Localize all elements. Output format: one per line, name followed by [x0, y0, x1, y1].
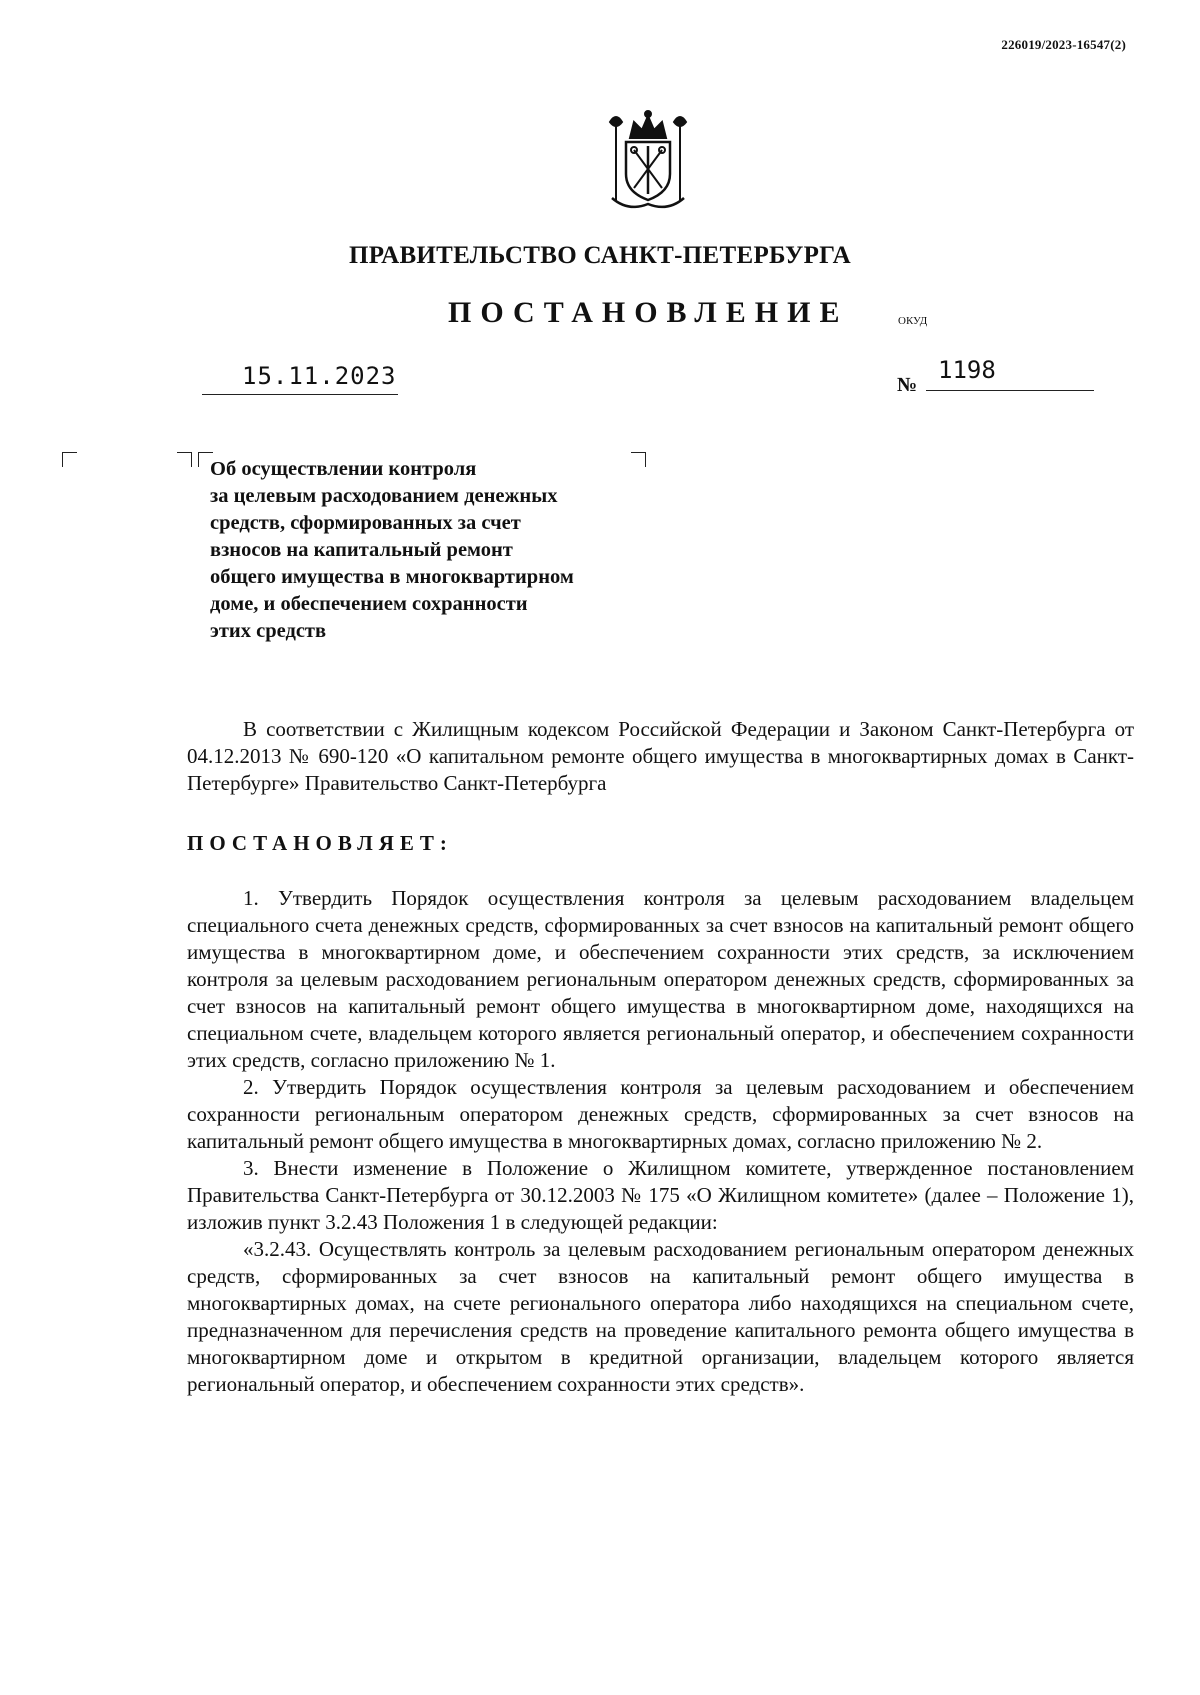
subject-line: доме, и обеспечением сохранности	[210, 593, 528, 615]
subject-line: средств, сформированных за счет	[210, 512, 521, 534]
resolution-item-3: 3. Внести изменение в Положение о Жилищном комитете, утвержденное постановлением Правительства Санкт-Петербурга от 30.12.2003 № 175 «О Жилищном комитете» (далее – Положение 1), изложив пункт 3.2.43 Положения 1 в следующей редакции:	[187, 1156, 1134, 1234]
number-sign: №	[897, 374, 918, 396]
preamble	[187, 716, 1134, 797]
document-subject	[210, 456, 670, 645]
government-title: ПРАВИТЕЛЬСТВО САНКТ-ПЕТЕРБУРГА	[348, 242, 852, 269]
resolution-item-3-quote: «3.2.43. Осуществлять контроль за целевым расходованием региональным оператором денежных средств, сформированных за счет взносов на капитальный ремонт общего имущества в многоквартирных домах, на счете регионального оператора либо находящихся на специальном счете, предназначенном для перечисления средств на проведение капитального ремонта общего имущества в многоквартирном доме и открытом в кредитной организации, владельцем которого является региональный оператор, и обеспечением сохранности этих средств».	[187, 1237, 1134, 1396]
subject-line: взносов на капитальный ремонт	[210, 539, 513, 561]
corner-mark-left	[62, 452, 77, 467]
subject-line: за целевым расходованием денежных	[210, 485, 558, 507]
corner-mark-subject-start	[177, 452, 192, 467]
document-type-heading: ПОСТАНОВЛЕНИЕ	[448, 296, 849, 329]
number-field	[926, 356, 1094, 391]
preamble-paragraph: В соответствии с Жилищным кодексом Российской Федерации и Законом Санкт-Петербурга от 04.12.2013 № 690-120 «О капитальном ремонте общего имущества в многоквартирных домах в Санкт-Петербурге» Правительство Санкт-Петербурга	[187, 717, 1134, 795]
document-number: 1198	[938, 356, 996, 384]
resolution-items	[187, 885, 1134, 1398]
okud-label: ОКУД	[898, 315, 928, 327]
coat-of-arms-emblem	[598, 108, 698, 212]
resolution-item-1: 1. Утвердить Порядок осуществления контроля за целевым расходованием владельцем специального счета денежных средств, сформированных за счет взносов на капитальный ремонт общего имущества в многоквартирном доме, и обеспечением сохранности этих средств, за исключением контроля за целевым расходованием региональным оператором денежных средств, сформированных за счет взносов на капитальный ремонт общего имущества в многоквартирном доме, находящихся на специальном счете, владельцем которого является региональный оператор, и обеспечением сохранности этих средств, согласно приложению № 1.	[187, 886, 1134, 1072]
subject-line: общего имущества в многоквартирном	[210, 566, 574, 588]
document-date: 15.11.2023	[242, 362, 397, 390]
resolves-heading: ПОСТАНОВЛЯЕТ:	[187, 831, 453, 855]
resolution-item-2: 2. Утвердить Порядок осуществления контроля за целевым расходованием и обеспечением сохранности региональным оператором денежных средств, сформированных за счет взносов на капитальный ремонт общего имущества в многоквартирных домах, согласно приложению № 2.	[187, 1075, 1134, 1153]
date-field	[202, 362, 398, 395]
registration-number: 226019/2023-16547(2)	[1001, 37, 1126, 52]
subject-line: этих средств	[210, 620, 327, 642]
subject-line: Об осуществлении контроля	[210, 458, 477, 480]
